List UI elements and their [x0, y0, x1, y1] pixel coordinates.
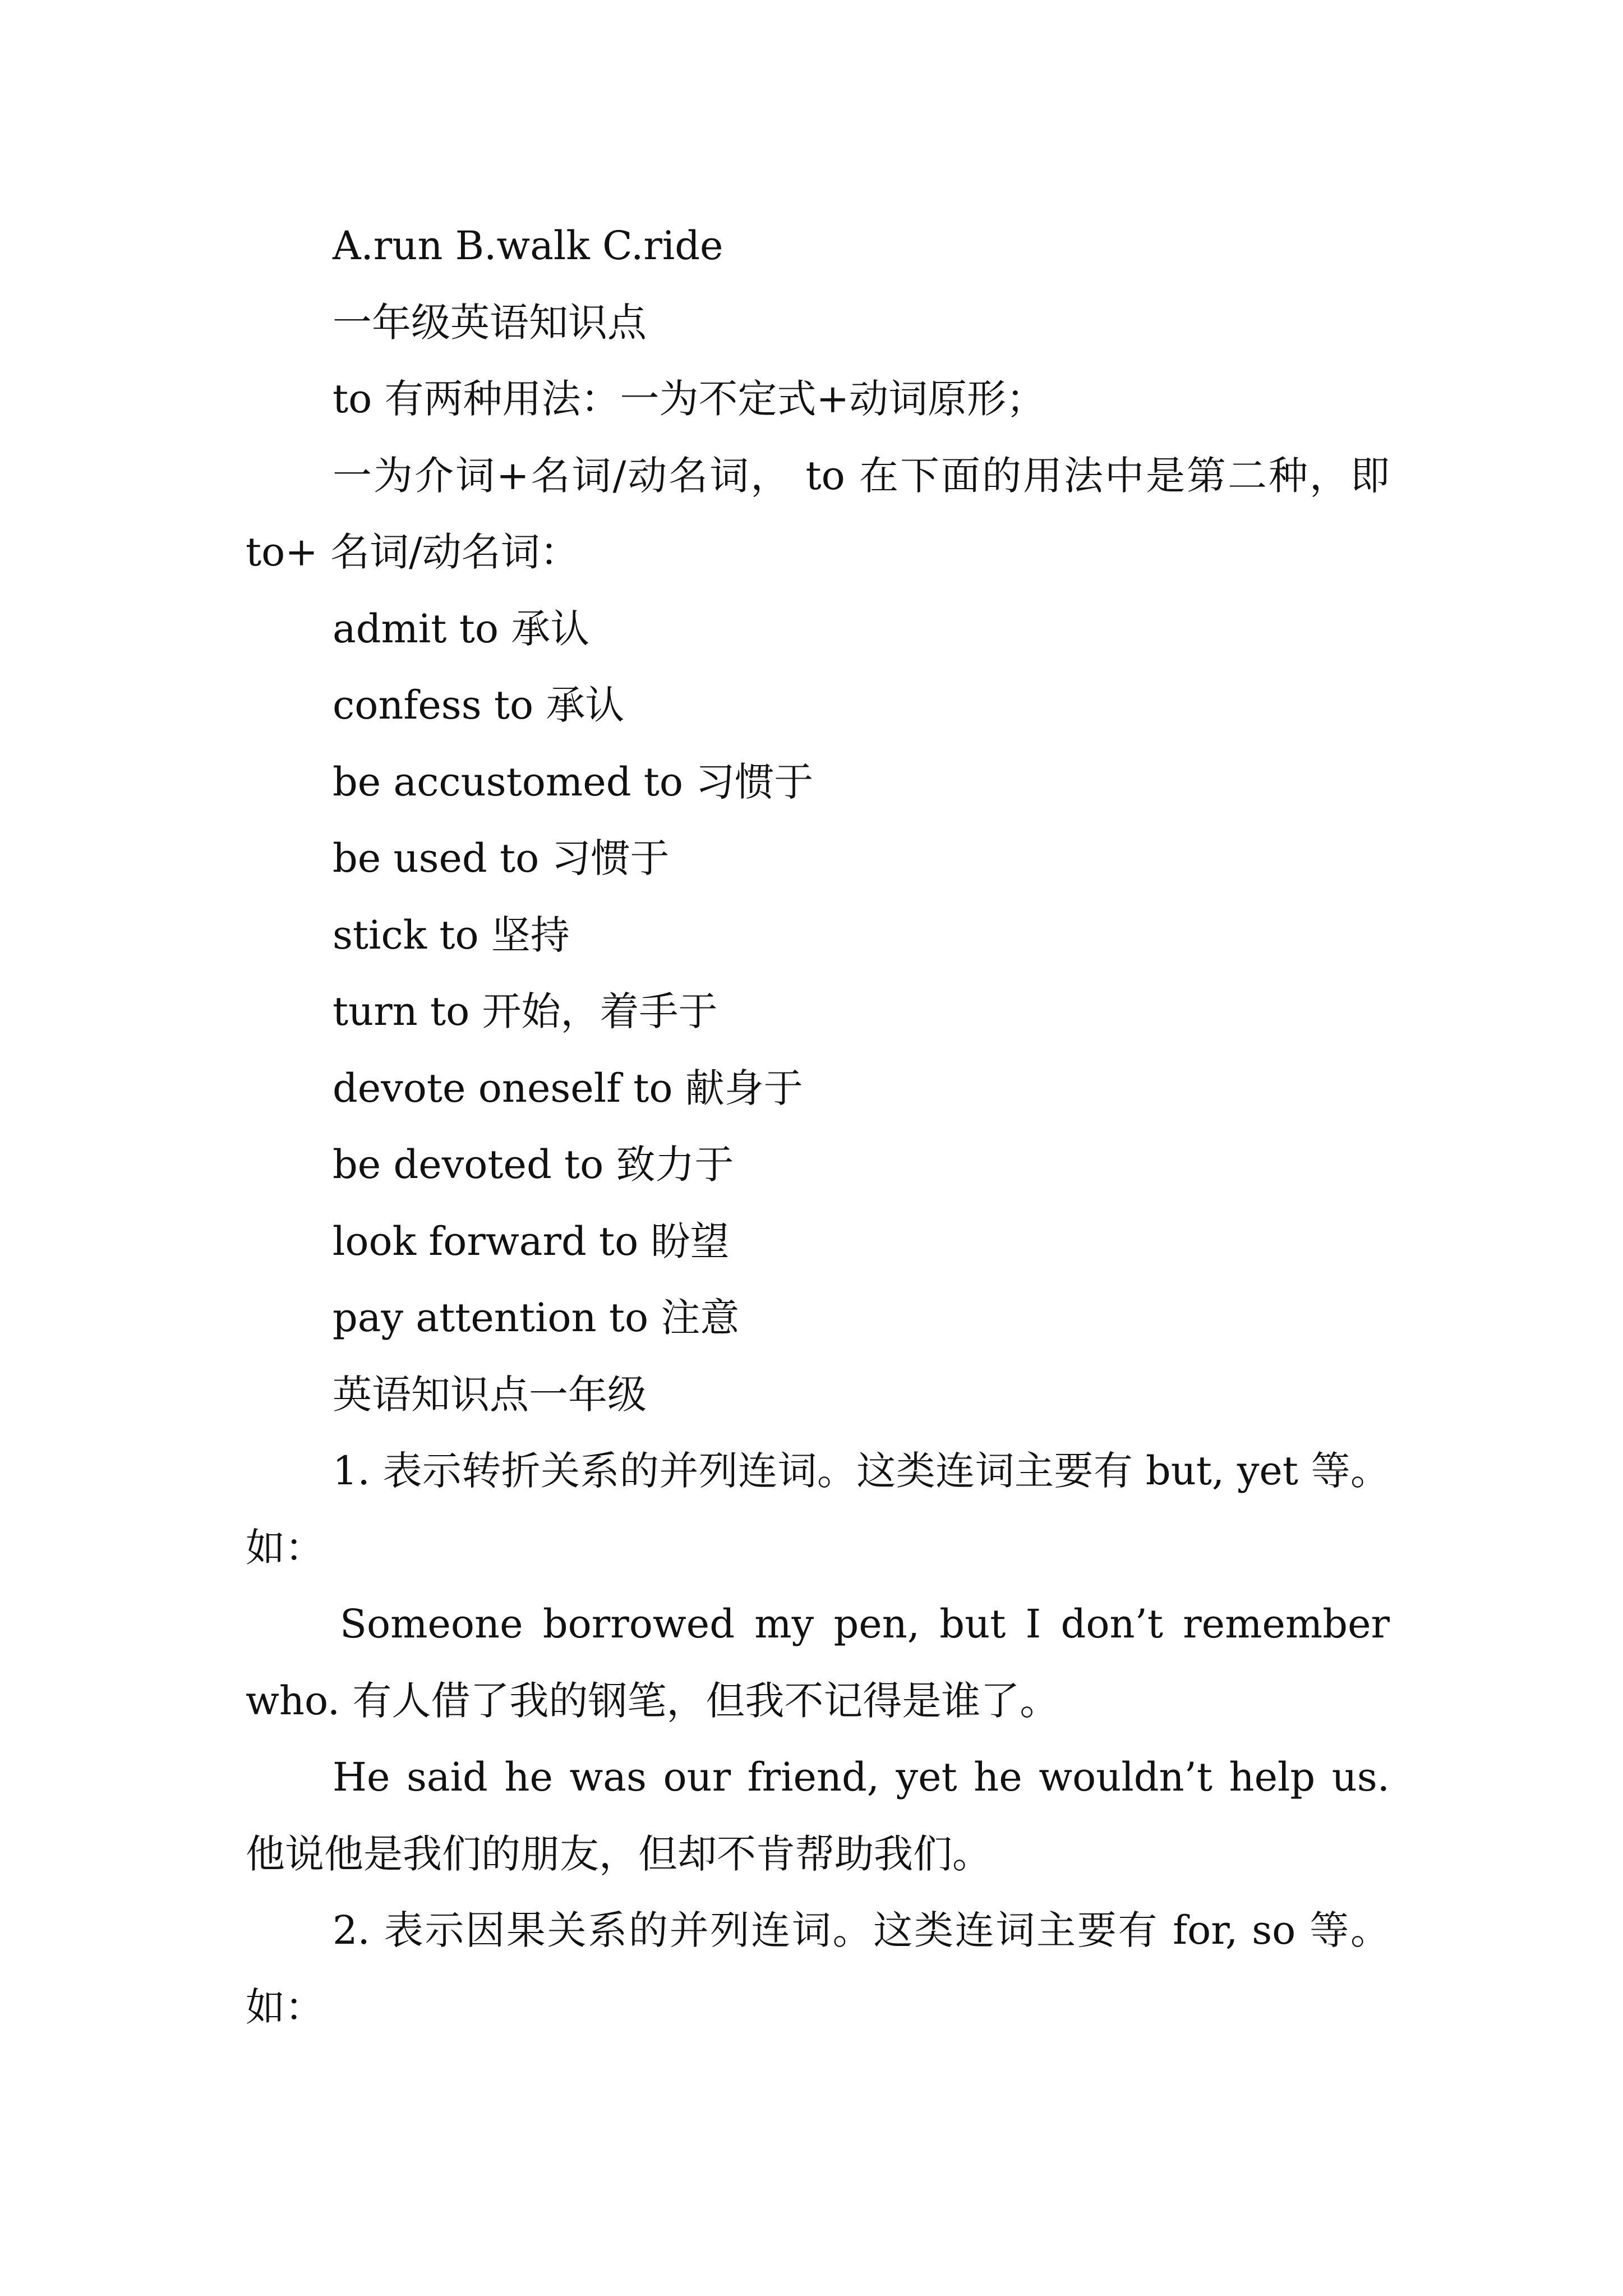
text-line: stick to 坚持 [333, 912, 570, 958]
text-paragraph: 2. 表示因果关系的并列连词。这类连词主要有 for, so 等。如： [246, 1907, 1390, 2030]
text-paragraph: 1. 表示转折关系的并列连词。这类连词主要有 but, yet 等。如： [246, 1448, 1390, 1571]
text-line: be accustomed to 习惯于 [333, 758, 814, 805]
section-heading: 英语知识点一年级 [333, 1371, 647, 1418]
text-line: confess to 承认 [333, 682, 625, 728]
text-line: be devoted to 致力于 [333, 1142, 734, 1188]
text-line: look forward to 盼望 [333, 1218, 730, 1264]
text-paragraph: Someone borrowed my pen, but I don’t remember who. 有人借了我的钢笔，但我不记得是谁了。 [246, 1601, 1403, 1724]
text-line: to 有两种用法：一为不定式+动词原形； [333, 376, 1046, 422]
text-line: pay attention to 注意 [333, 1295, 740, 1341]
text-line: admit to 承认 [333, 605, 590, 652]
text-paragraph: 一为介词+名词/动名词， to 在下面的用法中是第二种，即 to+ 名词/动名词： [246, 452, 1403, 575]
text-line: 一年级英语知识点 [333, 299, 647, 346]
text-line: be used to 习惯于 [333, 835, 670, 881]
text-paragraph: He said he was our friend, yet he wouldn’t help us. 他说他是我们的朋友，但却不肯帮助我们。 [246, 1754, 1403, 1877]
document-body [246, 208, 1403, 2045]
text-line: devote oneself to 献身于 [333, 1065, 803, 1111]
text-line: turn to 开始，着手于 [333, 988, 718, 1034]
text-line: A.run B.walk C.ride [333, 223, 723, 269]
